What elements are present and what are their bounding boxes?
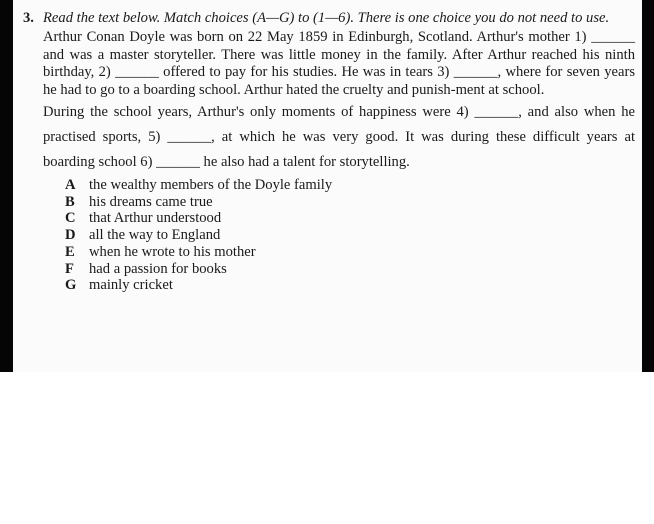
gap-4: ______,	[468, 104, 522, 120]
exercise-content	[23, 10, 635, 294]
task-instruction: Read the text below. Match choices (A—G) to (1—6). There is one choice you do not need to use.	[43, 10, 610, 26]
text-paragraph-1	[23, 29, 635, 99]
option-letter: B	[65, 193, 75, 210]
paragraph-1-segment-3: offered to pay for his studies. He was in tears 3)	[163, 64, 450, 80]
option-text: his dreams came true	[89, 193, 213, 210]
gap-5: ______,	[160, 129, 215, 145]
option-e	[65, 244, 635, 261]
right-dark-border	[642, 0, 654, 372]
option-letter: D	[65, 227, 76, 244]
option-a	[65, 177, 635, 194]
task-header	[23, 10, 635, 26]
gap-3: ______,	[449, 64, 502, 80]
option-c	[65, 210, 635, 227]
option-text: all the way to England	[89, 227, 221, 244]
left-dark-border	[0, 0, 13, 372]
paragraph-1-segment-1: Arthur Conan Doyle was born on 22 May 1859 in Edinburgh, Scotland. Arthur's mother 1)	[43, 29, 587, 45]
gap-6: ______	[152, 154, 204, 170]
option-text: had a passion for books	[89, 260, 227, 277]
option-f	[65, 261, 635, 278]
paragraph-2-segment-3: at which he was very good. It was during these difficult years at boarding school 6)	[43, 129, 635, 170]
text-paragraph-2	[23, 100, 635, 175]
gap-2: ______	[110, 64, 164, 80]
task-number: 3.	[23, 10, 34, 26]
option-g	[65, 277, 635, 294]
option-text: the wealthy members of the Doyle family	[89, 177, 333, 193]
paragraph-1-segment-2: and was a master storyteller. There was little money in the family. After Arthur reached his ninth birthday, 2)	[43, 46, 635, 80]
option-letter: C	[65, 210, 76, 227]
option-b	[65, 194, 635, 211]
option-letter: F	[65, 260, 74, 277]
option-letter: A	[65, 177, 76, 193]
option-text: when he wrote to his mother	[89, 243, 256, 260]
option-d	[65, 227, 635, 244]
option-text: that Arthur understood	[89, 210, 222, 227]
paragraph-2-segment-1: During the school years, Arthur's only moments of happiness were 4)	[43, 104, 469, 120]
option-letter: E	[65, 243, 75, 260]
gap-1: ______	[586, 29, 635, 45]
answer-options-list	[23, 177, 635, 294]
paragraph-1-segment-4: where for seven years he had to go to a boarding school. Arthur hated the cruelty and punish-ment at school.	[43, 64, 636, 98]
paragraph-2-segment-2: and also when he practised sports, 5)	[43, 104, 635, 145]
document-page	[13, 0, 642, 372]
option-text: mainly cricket	[89, 277, 173, 294]
option-letter: G	[65, 277, 77, 294]
paragraph-2-segment-4: he also had a talent for storytelling.	[203, 154, 410, 170]
